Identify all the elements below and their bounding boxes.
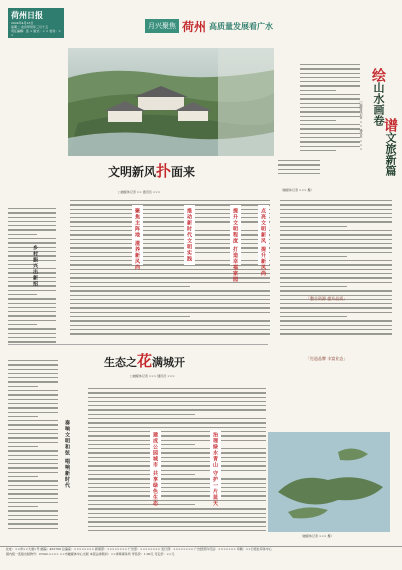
text-line — [8, 337, 56, 338]
text-line — [280, 230, 392, 231]
text-line — [280, 226, 347, 227]
text-line — [70, 295, 270, 296]
article2-byline: □融媒体记者 ××× 通讯员 ××× — [130, 374, 175, 378]
photo-caption-block — [278, 160, 320, 186]
footer-row-1: 社址：××市××大道×号 邮编：432700 总编室：×××××××× 新闻部：×××××××× 广告部：×××××××× 发行部：×××××××× 广告经营许可证：××××××× 印刷：××日报社印务中心 — [6, 547, 272, 551]
text-line — [88, 521, 266, 522]
text-line — [280, 320, 392, 321]
article1-byline: □融媒体记者 ×× 通讯员 ××× — [118, 190, 161, 194]
text-line — [8, 502, 58, 503]
left-head-2: 奏响文明和弦 唱响新时代 — [64, 420, 70, 489]
text-line — [8, 493, 58, 494]
text-line — [280, 303, 392, 304]
text-line — [300, 103, 360, 104]
text-line — [88, 431, 266, 432]
text-line — [8, 298, 56, 299]
footer-row-2: 国内统一连续出版物号：CN42-×××× ××市融媒体中心出版 本报法律顾问：××律师事务所 零售价：1.00元 月定价：××元 — [6, 552, 175, 556]
text-line — [8, 381, 58, 382]
right-title-accent-1: 绘 — [370, 68, 386, 82]
text-line — [8, 433, 58, 434]
text-line — [88, 465, 266, 466]
text-line — [280, 333, 392, 334]
text-line — [8, 429, 58, 430]
text-line — [8, 519, 58, 520]
text-line — [8, 221, 56, 222]
text-line — [88, 474, 195, 475]
text-line — [280, 325, 392, 326]
text-line — [70, 333, 270, 334]
text-line — [8, 294, 37, 295]
text-line — [280, 307, 392, 308]
banner-city: 荷州 — [182, 19, 207, 34]
text-line — [280, 221, 392, 222]
text-line — [280, 209, 392, 210]
text-line — [300, 94, 360, 95]
text-line — [8, 489, 58, 490]
text-line — [8, 386, 38, 387]
text-line — [88, 495, 266, 496]
text-line — [8, 217, 56, 218]
text-line — [8, 390, 58, 391]
text-line — [8, 416, 38, 417]
text-line — [8, 212, 56, 213]
right-subhead-2: 「打造品牌 丰富业态」 — [306, 356, 348, 361]
text-line — [8, 208, 56, 209]
text-line — [8, 442, 58, 443]
text-line — [300, 107, 360, 108]
text-line — [8, 498, 58, 499]
text-line — [300, 77, 360, 78]
text-line — [88, 452, 266, 453]
text-line — [8, 320, 56, 321]
text-line — [280, 329, 392, 330]
article1-head-3: 提升文明程度 打造幸福家园 — [232, 208, 238, 283]
text-line — [280, 234, 392, 235]
article2-body — [88, 388, 266, 538]
text-line — [8, 450, 58, 451]
text-line — [88, 478, 266, 479]
text-line — [8, 528, 58, 529]
section-banner — [145, 18, 385, 34]
text-line — [280, 217, 392, 218]
text-line — [280, 252, 392, 253]
text-line — [88, 418, 266, 419]
text-line — [8, 472, 58, 473]
right-title-2 — [380, 118, 400, 176]
text-line — [8, 328, 56, 329]
text-line — [8, 420, 58, 421]
text-line — [300, 133, 360, 134]
text-line — [8, 459, 58, 460]
text-line — [280, 282, 392, 283]
text-line — [88, 422, 266, 423]
text-line — [280, 286, 347, 287]
text-line — [8, 341, 56, 342]
left-head-1: 乡村振兴出新招 — [32, 245, 38, 287]
text-line — [70, 200, 270, 201]
article2-head-2: 治理绿水青山 守护一片蓝天 — [212, 432, 218, 507]
text-line — [8, 315, 56, 316]
text-line — [70, 273, 270, 274]
text-line — [8, 234, 37, 235]
right-column-lower-text — [280, 200, 392, 340]
masthead-lunar: 星期二 农历甲辰年三月十五 — [11, 25, 48, 29]
text-line — [70, 290, 270, 291]
text-line — [70, 312, 270, 313]
text-line — [300, 98, 360, 99]
text-line — [70, 226, 190, 227]
article1-head-1: 聚焦主阵地 滋养新风尚 — [134, 208, 140, 271]
text-line — [88, 397, 266, 398]
right-subhead-1: 「整合资源 提升品质」 — [306, 296, 348, 301]
text-line — [300, 141, 360, 142]
text-line — [88, 487, 266, 488]
text-line — [8, 437, 58, 438]
text-line — [88, 440, 266, 441]
right-column-upper-text — [300, 64, 360, 156]
text-line — [8, 446, 38, 447]
text-line — [300, 116, 360, 117]
text-line — [280, 277, 392, 278]
text-line — [70, 316, 190, 317]
text-line — [70, 282, 270, 283]
text-line — [300, 64, 360, 65]
text-line — [88, 392, 266, 393]
text-line — [8, 515, 58, 516]
text-line — [88, 530, 266, 531]
text-line — [88, 500, 266, 501]
text-line — [8, 523, 58, 524]
text-line — [300, 128, 360, 129]
text-line — [70, 320, 270, 321]
text-line — [280, 316, 347, 317]
text-line — [88, 461, 266, 462]
text-line — [300, 85, 360, 86]
text-line — [88, 444, 195, 445]
article1-title-suffix: 面来 — [171, 165, 196, 179]
text-line — [8, 394, 58, 395]
article2-title-prefix: 生态之 — [104, 356, 137, 369]
masthead-title: 荷州日报 — [11, 10, 43, 20]
masthead — [8, 8, 64, 38]
text-line — [8, 225, 56, 226]
right-byline: □融媒体记者 ×× 通讯员 ××× — [359, 100, 363, 151]
text-line — [280, 243, 392, 244]
text-line — [88, 405, 266, 406]
article2-head-1: 建成公园城市 共享绿色生态 — [152, 432, 158, 507]
text-line — [88, 414, 195, 415]
text-line — [8, 399, 58, 400]
text-line — [8, 412, 58, 413]
text-line — [8, 510, 58, 511]
text-line — [8, 506, 38, 507]
right-title-line2: 文旅新篇 — [384, 132, 397, 176]
article1-head-4: 点亮文明新风 提升新风尚 — [260, 208, 266, 277]
text-line — [300, 68, 360, 69]
text-line — [280, 247, 392, 248]
text-line — [300, 90, 336, 91]
masthead-editor: 责任编辑：张 × 版式：× × 校对：× × — [11, 29, 61, 37]
text-line — [88, 388, 266, 389]
text-line — [88, 517, 266, 518]
text-line — [88, 401, 266, 402]
text-line — [280, 204, 392, 205]
text-line — [300, 150, 336, 151]
banner-tag: 月兴聚焦 — [145, 19, 179, 33]
right-caption: （融媒体记者 ××× 摄） — [300, 534, 334, 538]
text-line — [8, 290, 56, 291]
text-line — [300, 146, 360, 147]
text-line — [88, 409, 266, 410]
text-line — [88, 508, 266, 509]
text-line — [8, 424, 58, 425]
text-line — [70, 329, 270, 330]
text-line — [8, 369, 58, 370]
text-line — [8, 360, 58, 361]
text-line — [300, 73, 360, 74]
text-line — [8, 364, 58, 365]
text-line — [280, 312, 392, 313]
text-line — [300, 124, 360, 125]
photo-caption: （融媒体记者 ××× 摄） — [280, 188, 314, 192]
lead-photo — [68, 48, 274, 156]
text-line — [88, 457, 266, 458]
left-lower-text — [8, 360, 58, 530]
text-line — [70, 307, 270, 308]
text-line — [88, 427, 266, 428]
right-title-accent-2: 谱 — [382, 118, 398, 132]
article2-title-accent: 花 — [137, 352, 153, 370]
text-line — [88, 491, 266, 492]
text-line — [8, 311, 56, 312]
text-line — [8, 307, 56, 308]
text-line — [8, 377, 58, 378]
text-line — [8, 333, 56, 334]
text-line — [8, 463, 58, 464]
text-line — [300, 81, 360, 82]
text-line — [8, 324, 37, 325]
text-line — [280, 290, 392, 291]
text-line — [8, 467, 58, 468]
text-line — [88, 513, 266, 514]
text-line — [8, 476, 38, 477]
text-line — [300, 120, 336, 121]
island-photo-illustration — [268, 432, 390, 532]
text-line — [70, 256, 190, 257]
text-line — [8, 403, 58, 404]
text-line — [8, 480, 58, 481]
text-line — [280, 213, 392, 214]
section-divider — [8, 344, 268, 345]
text-line — [88, 448, 266, 449]
text-line — [8, 303, 56, 304]
text-line — [70, 325, 270, 326]
text-line — [88, 526, 266, 527]
text-line — [70, 303, 270, 304]
text-line — [8, 407, 58, 408]
text-line — [280, 256, 347, 257]
text-line — [70, 277, 270, 278]
right-title-line1: 山水画卷 — [372, 82, 385, 126]
text-line — [8, 455, 58, 456]
lake-island-photo — [268, 432, 390, 532]
article1-head-2: 推动新时代文明实践 — [186, 208, 192, 262]
text-line — [70, 269, 270, 270]
article2-title — [104, 350, 185, 371]
text-line — [88, 435, 266, 436]
text-line — [70, 286, 190, 287]
text-line — [280, 269, 392, 270]
text-line — [280, 239, 392, 240]
text-line — [8, 485, 58, 486]
text-line — [88, 483, 266, 484]
text-line — [88, 470, 266, 471]
text-line — [280, 264, 392, 265]
masthead-date: 2024年4月23日 — [11, 21, 34, 25]
text-line — [8, 238, 56, 239]
text-line — [8, 373, 58, 374]
text-line — [70, 299, 270, 300]
article1-title-prefix: 文明新风 — [108, 165, 157, 179]
text-line — [88, 504, 195, 505]
article2-title-suffix: 满城开 — [152, 356, 186, 369]
text-line — [280, 260, 392, 261]
text-line — [280, 200, 392, 201]
text-line — [300, 111, 360, 112]
text-line — [8, 242, 56, 243]
article1-title — [108, 160, 195, 181]
text-line — [280, 273, 392, 274]
page-footer — [0, 546, 402, 570]
park-photo-illustration — [68, 48, 274, 156]
banner-slogan: 高质量发展看广水 — [209, 21, 274, 31]
text-line — [8, 229, 56, 230]
article1-title-accent: 扑 — [156, 162, 172, 180]
text-line — [300, 137, 360, 138]
